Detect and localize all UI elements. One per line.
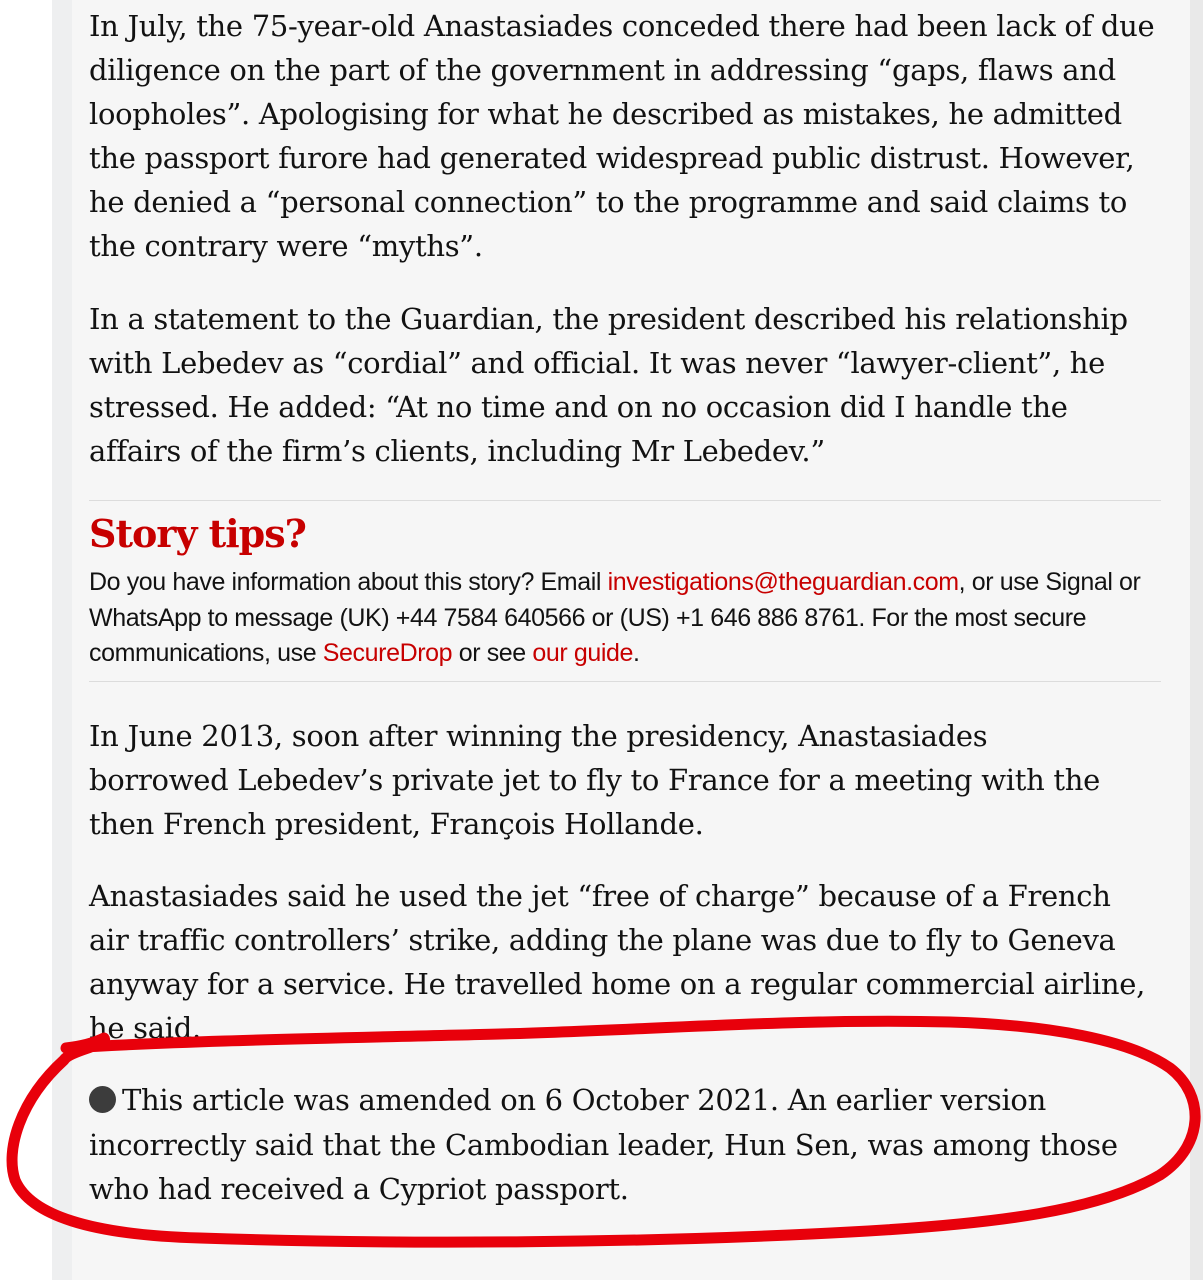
story-tips-text-4: . [633, 639, 640, 667]
bullet-icon [89, 1086, 116, 1113]
left-margin [0, 0, 52, 1280]
amendment-note [89, 1078, 1164, 1212]
story-tips-text-3: or see [452, 639, 533, 667]
our-guide-link[interactable]: our guide [532, 639, 634, 667]
paragraph-july-statement: In July, the 75-year-old Anastasiades conceded there had been lack of due diligence on the part of the government in addressing “gaps, flaws and loopholes”. Apologising for what he described as mistakes, he admitted the passport furore had generated widespread public distrust. However, he denied a “personal connection” to the programme and said claims to the contrary were “myths”. [89, 9, 1155, 263]
story-tips-text [89, 565, 1161, 672]
story-tips-text-1: Do you have information about this story? Email [89, 568, 608, 596]
right-margin [1190, 0, 1203, 1280]
amendment-text: This article was amended on 6 October 2021. An earlier version incorrectly said that the Cambodian leader, Hun Sen, was among those who had received a Cypriot passport. [89, 1083, 1118, 1206]
securedrop-link[interactable]: SecureDrop [322, 639, 453, 667]
story-tips-box [89, 500, 1161, 682]
story-tips-text-2: , or use Signal or WhatsApp to message (UK) +44 7584 640566 or (US) +1 646 886 8761. For the most secure communications, use [89, 568, 1141, 667]
paragraph-private-jet: In June 2013, soon after winning the presidency, Anastasiades borrowed Lebedev’s private jet to fly to France for a meeting with the then French president, François Hollande. [89, 719, 1100, 841]
paragraph-guardian-statement: In a statement to the Guardian, the president described his relationship with Lebedev as “cordial” and official. It was never “lawyer-client”, he stressed. He added: “At no time and on no occasion did I handle the affairs of the firm’s clients, including Mr Lebedev.” [89, 302, 1128, 468]
left-column-rule [52, 0, 72, 1280]
story-tips-title: Story tips? [89, 511, 306, 556]
email-link[interactable]: investigations@theguardian.com [607, 568, 959, 596]
paragraph-free-of-charge: Anastasiades said he used the jet “free of charge” because of a French air traffic controllers’ strike, adding the plane was due to fly to Geneva anyway for a service. He travelled home on a regular commercial airline, he said. [89, 879, 1146, 1045]
